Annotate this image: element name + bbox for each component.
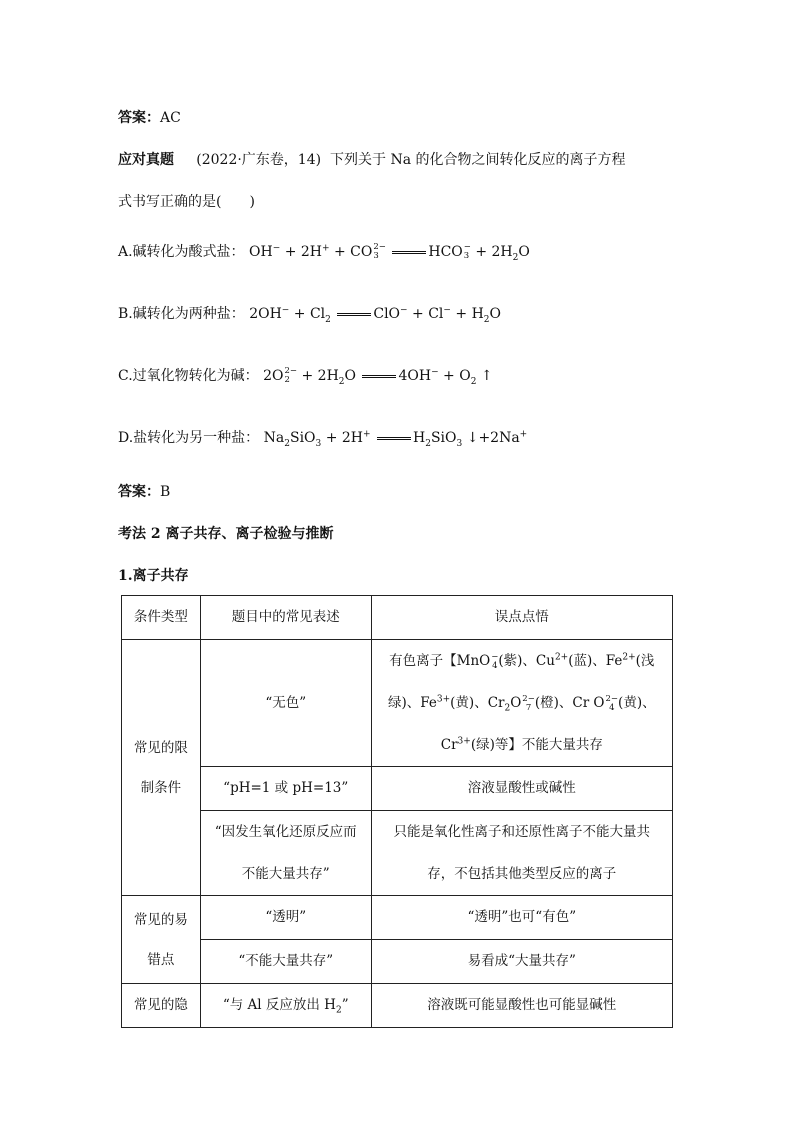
equals-icon: [362, 375, 396, 378]
precipitate-arrow-icon: ↓: [466, 430, 479, 446]
equals-icon: [337, 313, 371, 316]
answer-label: 答案：: [118, 484, 160, 500]
table-header-cell: 误点点悟: [371, 596, 672, 640]
expr-cell: “透明”: [200, 896, 371, 940]
note-cell: 有色离子【MnO − 4 (紫)、$Cu^{2+}$(蓝)、$Fe^{2+}$(浅 绿)、$Fe^{3+}$(黄)、$Cr_2O$ 2− 7 (橙)、Cr O 2− 4 (黄)、 $Cr^{3+}$(绿)等】不能大量共存: [371, 640, 672, 767]
answer-line-2: [118, 482, 170, 502]
answer-line: [118, 108, 181, 128]
note-cell: 易看成“大量共存”: [371, 940, 672, 984]
group-label: 制条件: [140, 779, 182, 796]
expr-cell: “无色”: [200, 640, 371, 767]
note-prefix: 有色离子【: [389, 653, 457, 669]
section-title: 考法 2 离子共存、离子检验与推断: [118, 526, 334, 542]
table-row: [122, 811, 673, 896]
table-row: [122, 896, 673, 940]
note-cell: [371, 811, 672, 896]
note-line: 只能是氧化性离子和还原性离子不能大量共: [393, 824, 651, 840]
option-c: [118, 366, 493, 386]
note-line: 存，不包括其他类型反应的离子: [427, 866, 617, 882]
table-header-cell: 条件类型: [122, 596, 201, 640]
note-cell: “透明”也可“有色”: [371, 896, 672, 940]
option-d-equation: $Na_2SiO_3 + 2H^+$ $H_2SiO_3$ ↓+2Na+: [263, 429, 528, 449]
expr-line: 不能大量共存”: [241, 866, 330, 882]
group-label: 常见的易: [133, 911, 188, 928]
equals-icon: [377, 437, 411, 440]
group-cell-limiting-conditions: [122, 640, 201, 896]
expr-text: “与 Al 反应放出 H: [222, 997, 336, 1013]
expr-cell: [200, 811, 371, 896]
table-row: [122, 984, 673, 1028]
question-tag: 应对真题: [118, 152, 174, 168]
option-b: [118, 304, 501, 324]
option-c-label: C.过氧化物转化为碱：: [118, 368, 259, 384]
option-a-equation: OH− + 2H+ + CO 2− 3 HCO − 3 + $2H_2O$: [249, 242, 530, 263]
option-b-equation: $2OH^- + Cl_2$ $ClO^- + Cl^- + H_2O$: [249, 305, 502, 325]
table-row: [122, 640, 673, 767]
equals-icon: [392, 251, 426, 254]
answer-value: AC: [160, 110, 181, 126]
question-source: (2022·广东卷，14): [196, 152, 322, 168]
gas-arrow-icon: ↑: [480, 368, 493, 384]
table-row: [122, 767, 673, 811]
answer-label: 答案：: [118, 110, 160, 126]
question-line-2: 式书写正确的是( ): [118, 194, 255, 210]
answer-value: B: [160, 484, 171, 500]
expr-cell: “pH=1 或 pH=13”: [200, 767, 371, 811]
table-row: [122, 940, 673, 984]
option-c-equation: 2O 2− 2 + $2H_2O$ $4OH^- + O_2$ ↑: [263, 366, 493, 387]
ion-coexistence-table: [121, 595, 673, 1028]
group-cell-hidden: 常见的隐: [122, 984, 201, 1028]
note-cell: 溶液显酸性或碱性: [371, 767, 672, 811]
expr-line: “因发生氧化还原反应而: [214, 824, 357, 840]
option-a-label: A.碱转化为酸式盐：: [118, 244, 245, 260]
group-cell-error-prone: [122, 896, 201, 984]
note-cell: 溶液既可能显酸性也可能显碱性: [371, 984, 672, 1028]
option-d-label: D.盐转化为另一种盐：: [118, 430, 260, 446]
question-line-1: [118, 150, 626, 170]
group-label: 错点: [147, 951, 175, 968]
subsection-title: 1.离子共存: [118, 568, 189, 584]
group-label: 常见的限: [133, 739, 188, 756]
table-header-row: [122, 596, 673, 640]
expr-cell: “不能大量共存”: [200, 940, 371, 984]
option-b-label: B.碱转化为两种盐：: [118, 306, 245, 322]
question-text: 下列关于 Na 的化合物之间转化反应的离子方程: [330, 152, 626, 168]
expr-cell: “与 Al 反应放出 $H_2$”: [200, 984, 371, 1028]
note-end: 】不能大量共存: [508, 737, 603, 753]
table-header-cell: 题目中的常见表述: [200, 596, 371, 640]
option-a: [118, 242, 530, 262]
option-d: [118, 428, 527, 448]
